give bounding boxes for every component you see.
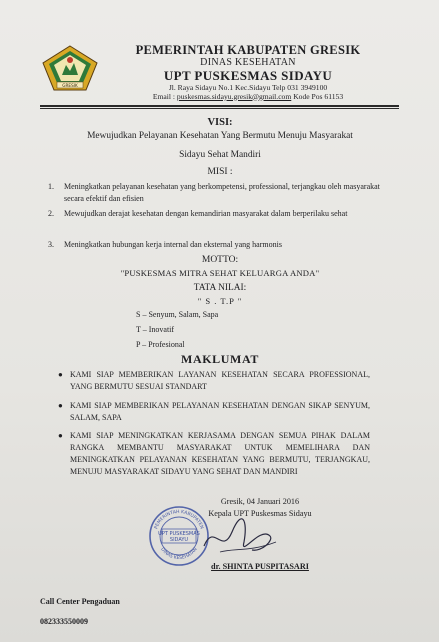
letterhead-address: Jl. Raya Sidayu No.1 Kec.Sidayu Telp 031 3949100 bbox=[168, 82, 328, 92]
maklumat-item bbox=[58, 430, 370, 478]
tata-nilai-row: P – Profesional bbox=[136, 340, 185, 349]
tata-nilai-row: T – Inovatif bbox=[136, 325, 175, 334]
svg-text:UPT PUSKESMAS: UPT PUSKESMAS bbox=[158, 531, 200, 537]
gresik-emblem-icon bbox=[42, 45, 98, 91]
visi-text-line1: Mewujudkan Pelayanan Kesehatan Yang Bermutu Menuju Masyarakat bbox=[87, 131, 353, 141]
maklumat-text: KAMI SIAP MEMBERIKAN LAYANAN KESEHATAN SECARA PROFESSIONAL, YANG BERMUTU SESUAI STANDART bbox=[70, 370, 370, 391]
motto-text: "PUSKESMAS MITRA SEHAT KELUARGA ANDA" bbox=[120, 268, 320, 278]
bullet-icon: ● bbox=[58, 401, 63, 410]
misi-item bbox=[48, 208, 400, 220]
letterhead-contact bbox=[98, 93, 398, 102]
maklumat-item bbox=[58, 369, 370, 393]
letterhead-rule-thin bbox=[40, 108, 399, 109]
letterhead-institution: UPT PUSKESMAS SIDAYU bbox=[163, 67, 333, 83]
misi-number: 2. bbox=[48, 209, 54, 218]
svg-text:GRESIK: GRESIK bbox=[62, 83, 78, 88]
letterhead bbox=[98, 43, 398, 101]
email-address: puskesmas.sidayu.gresik@gmail.com bbox=[176, 91, 292, 101]
call-center-label: Call Center Pengaduan bbox=[40, 597, 120, 606]
misi-text: Meningkatkan pelayanan kesehatan yang berkompetensi, professional, terjangkau oleh masyarakat secara efektif dan efisien bbox=[64, 182, 380, 203]
misi-text: Meningkatkan hubungan kerja internal dan eksternal yang harmonis bbox=[64, 240, 282, 249]
maklumat-text: KAMI SIAP MENINGKATKAN KERJASAMA DENGAN SEMUA PIHAK DALAM RANGKA MEMBANTU MASYARAKAT UNTUK MEMELIHARA DAN MENINGKATKAN PELAYANAN KESEHATAN YANG BERMUTU, TERJANGKAU, MENUJU MASYARAKAT SIDAYU YANG SEHAT DAN MANDIRI bbox=[70, 431, 370, 476]
letterhead-government: PEMERINTAH KABUPATEN GRESIK bbox=[135, 43, 361, 57]
misi-heading: MISI : bbox=[207, 167, 233, 177]
postal-code: Kode Pos 61153 bbox=[293, 91, 344, 101]
svg-text:DINAS KESEHATAN: DINAS KESEHATAN bbox=[159, 547, 199, 562]
motto-heading: MOTTO: bbox=[201, 255, 239, 265]
handwritten-signature-icon bbox=[200, 512, 280, 562]
email-label: Email : bbox=[152, 91, 176, 101]
tata-nilai-acronym: " S . T.P " bbox=[197, 296, 243, 306]
call-center-number: 082333550009 bbox=[40, 617, 88, 626]
letterhead-rule-thick bbox=[40, 105, 399, 107]
bullet-icon: ● bbox=[58, 370, 63, 379]
visi-text-line2: Sidayu Sehat Mandiri bbox=[179, 150, 261, 160]
maklumat-text: KAMI SIAP MEMBERIKAN PELAYANAN KESEHATAN DENGAN SIKAP SENYUM, SALAM, SAPA bbox=[70, 401, 370, 422]
signature-place-date: Gresik, 04 Januari 2016 bbox=[220, 497, 300, 506]
svg-text:SIDAYU: SIDAYU bbox=[169, 537, 189, 543]
misi-number: 3. bbox=[48, 240, 54, 249]
svg-text:PEMERINTAH KABUPATEN: PEMERINTAH KABUPATEN bbox=[154, 509, 204, 530]
misi-item bbox=[48, 181, 400, 205]
tata-nilai-heading: TATA NILAI: bbox=[193, 283, 247, 293]
misi-number: 1. bbox=[48, 182, 54, 191]
maklumat-item bbox=[58, 400, 370, 424]
signatory-name: dr. SHINTA PUSPITASARI bbox=[211, 562, 309, 571]
tata-nilai-row: S – Senyum, Salam, Sapa bbox=[136, 310, 219, 319]
misi-text: Mewujudkan derajat kesehatan dengan kemandirian masyarakat dalam berperilaku sehat bbox=[64, 209, 348, 218]
signature-role: Kepala UPT Puskesmas Sidayu bbox=[208, 509, 312, 518]
maklumat-heading: MAKLUMAT bbox=[181, 352, 259, 366]
bullet-icon: ● bbox=[58, 431, 63, 440]
letterhead-department: DINAS KESEHATAN bbox=[200, 57, 296, 69]
misi-item bbox=[48, 239, 400, 251]
visi-heading: VISI: bbox=[207, 117, 233, 128]
